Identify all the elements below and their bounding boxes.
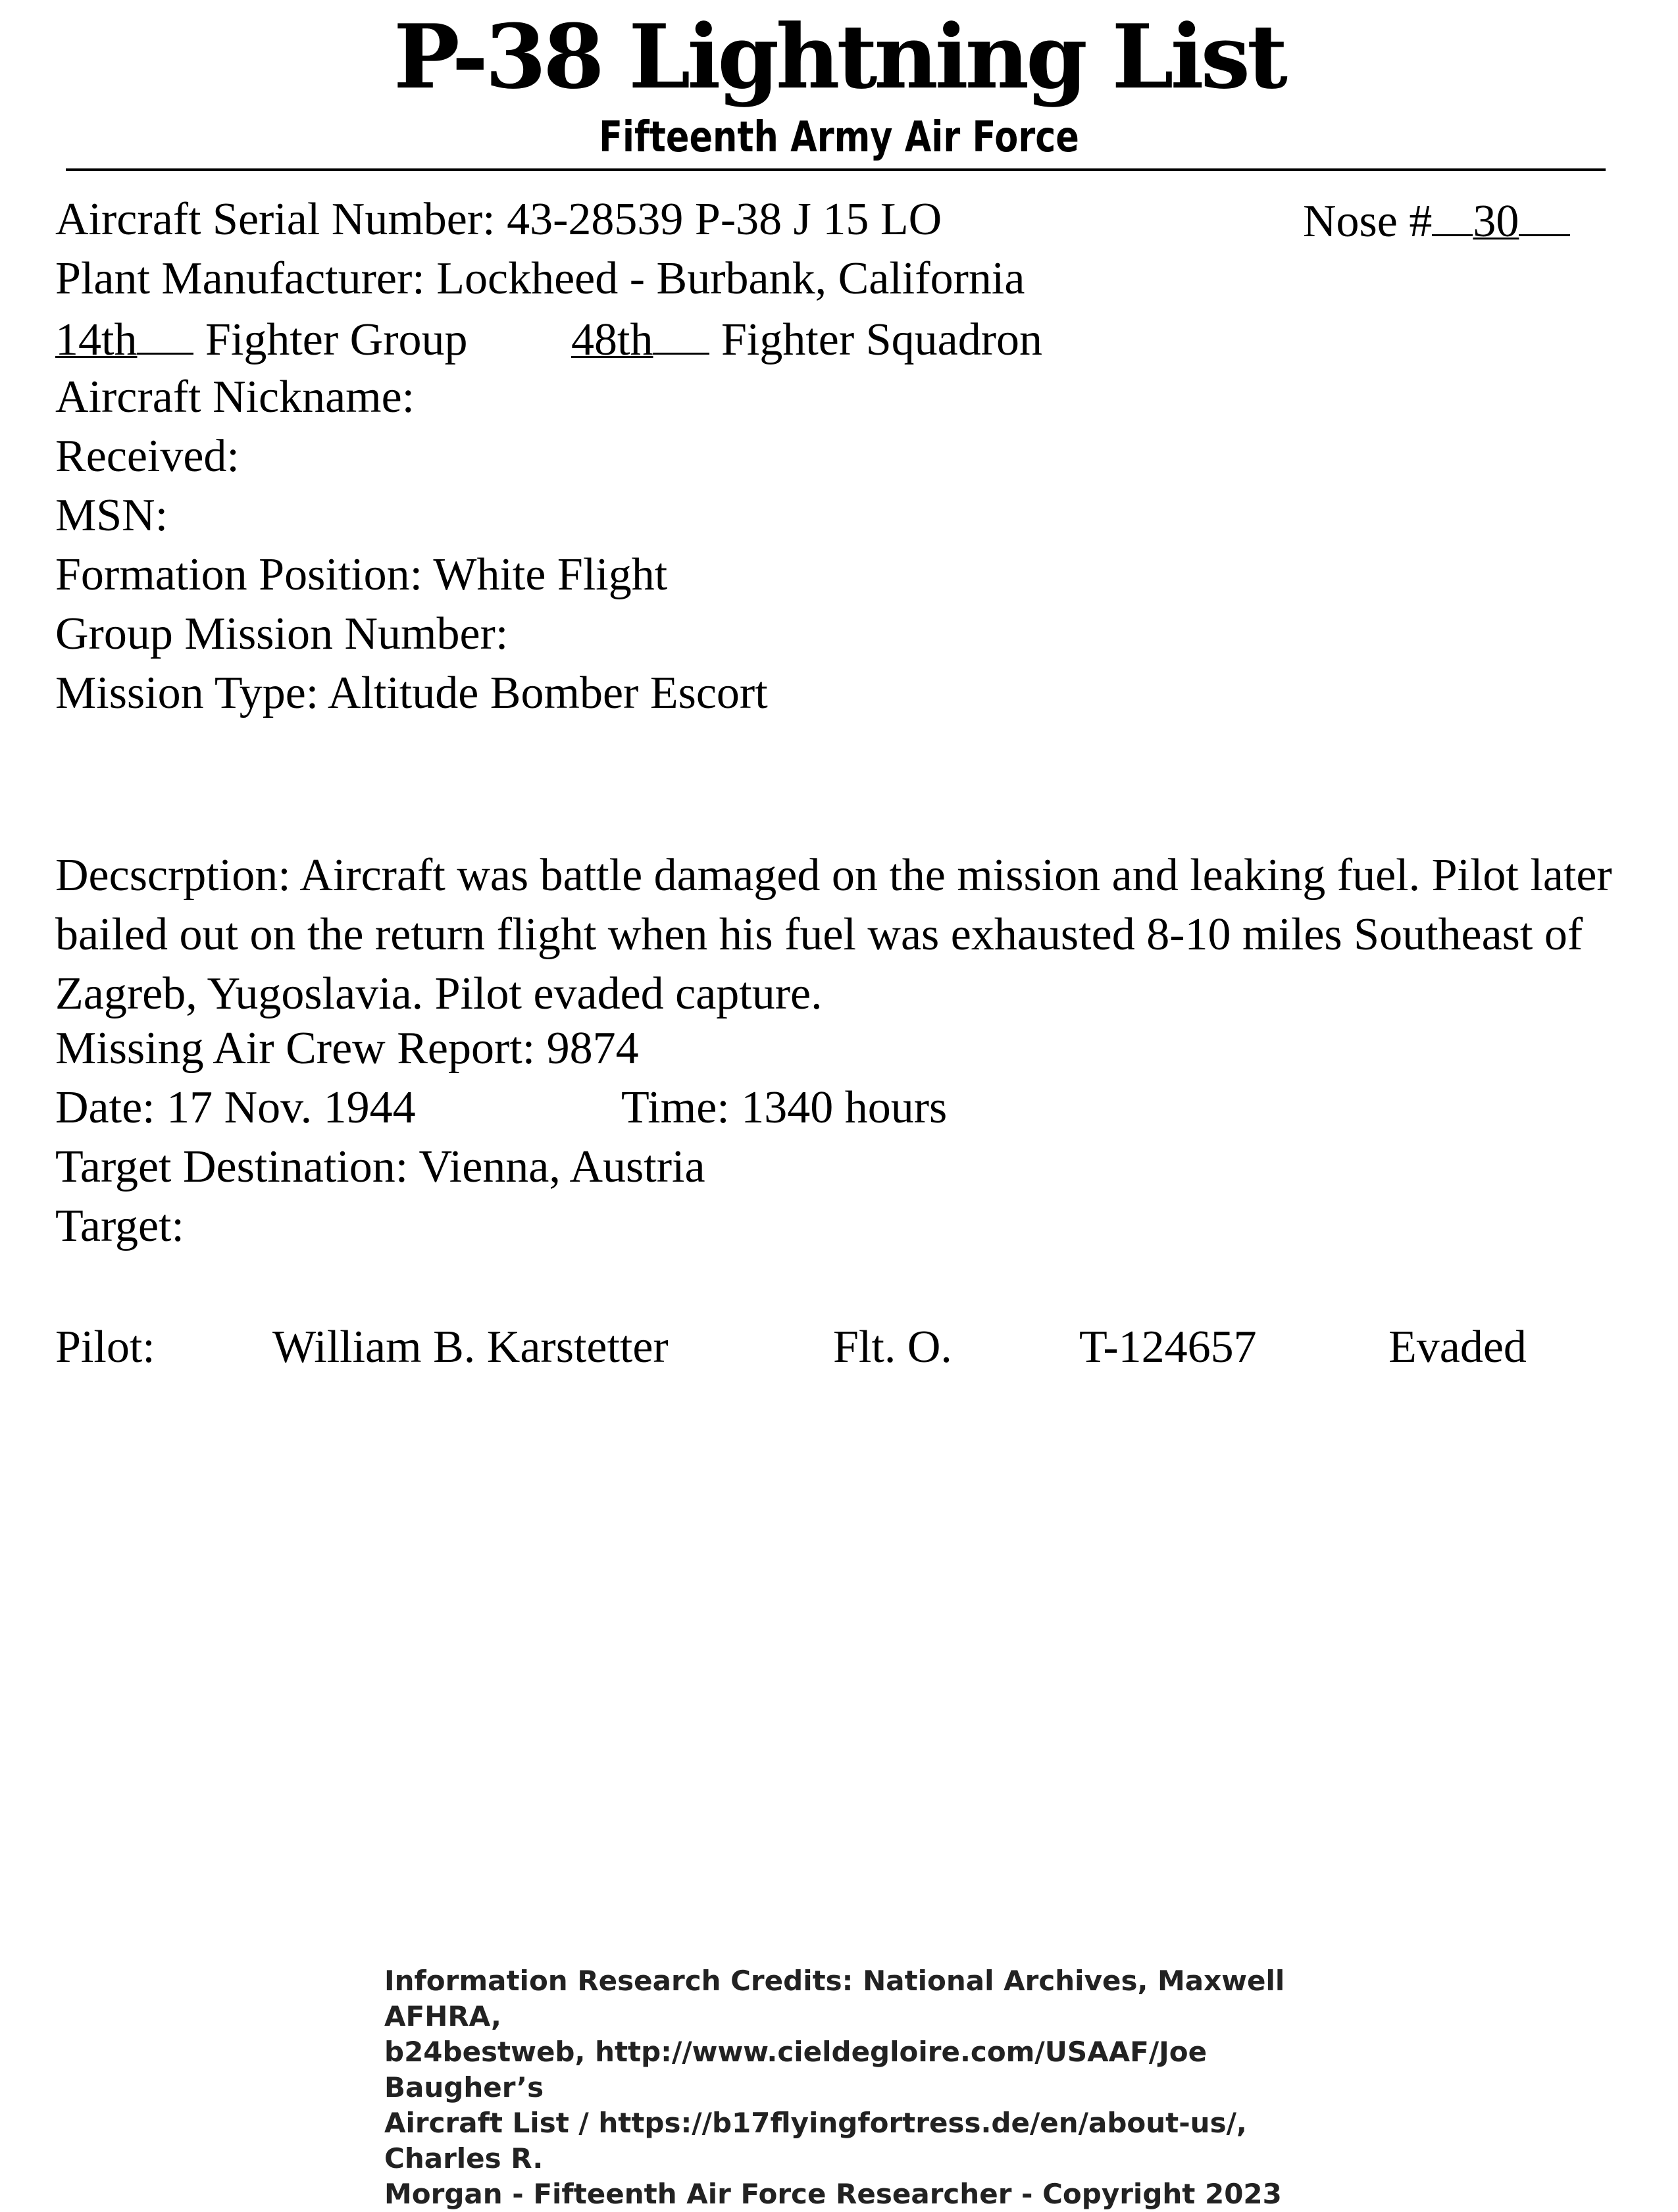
group-mission-label: Group Mission Number:: [55, 609, 509, 659]
nose-label: Nose #: [1303, 196, 1433, 247]
nose-row: [1303, 193, 1570, 248]
squadron-label: Fighter Squadron: [721, 314, 1043, 365]
nose-blank-trail: [1519, 193, 1570, 236]
msn-label: MSN:: [55, 490, 168, 541]
squadron-blank: [653, 312, 709, 355]
macr-value: 9874: [546, 1023, 639, 1074]
credits-line: Information Research Credits: National Archives, Maxwell AFHRA,: [384, 1965, 1285, 2032]
header-divider: [66, 168, 1606, 171]
macr-label: Missing Air Crew Report:: [55, 1023, 536, 1074]
manufacturer-value: Lockheed - Burbank, California: [436, 253, 1025, 304]
time-value: 1340 hours: [741, 1082, 948, 1133]
crew-status: Evaded: [1388, 1322, 1527, 1372]
description-paragraph: [55, 846, 1635, 1024]
unit-row: [55, 312, 1042, 366]
squadron-value: 48th: [571, 314, 653, 365]
description-text: Aircraft was battle damaged on the mission and leaking fuel. Pilot later bailed out on the return flight when his fuel was exhausted 8-10 miles Southeast of Zagreb, Yugoslavia. Pilot evaded capture.: [55, 850, 1612, 1019]
formation-value: White Flight: [433, 549, 668, 600]
serial-row: [55, 193, 942, 246]
credits-line: Aircraft List / https://b17flyingfortress.de/en/about-us/, Charles R.: [384, 2107, 1247, 2174]
time-row: [621, 1082, 947, 1134]
group-label: Fighter Group: [205, 314, 468, 365]
research-credits: [384, 1963, 1371, 2212]
mission-type-row: [55, 667, 768, 720]
received-label: Received:: [55, 431, 240, 482]
credits-line: Morgan - Fifteenth Air Force Researcher - Copyright 2023: [384, 2178, 1282, 2210]
nickname-label: Aircraft Nickname:: [55, 372, 415, 422]
time-label: Time:: [621, 1082, 730, 1133]
manufacturer-row: [55, 253, 1025, 305]
page-title: P-38 Lightning List: [394, 5, 1284, 109]
crew-role: Pilot:: [55, 1322, 155, 1372]
target-destination-label: Target Destination:: [55, 1142, 409, 1192]
target-destination-row: [55, 1141, 705, 1194]
nose-blank-lead: [1432, 193, 1473, 236]
crew-serial: T-124657: [1079, 1322, 1257, 1372]
serial-value: 43-28539 P-38 J 15 LO: [507, 194, 942, 245]
crew-rank: Flt. O.: [833, 1322, 952, 1372]
macr-row: [55, 1022, 639, 1075]
formation-row: [55, 549, 667, 601]
crew-name: William B. Karstetter: [272, 1322, 669, 1372]
credits-line: b24bestweb, http://www.cieldegloire.com/USAAF/Joe Baugher’s: [384, 2036, 1208, 2103]
date-label: Date:: [55, 1082, 155, 1133]
mission-type-label: Mission Type:: [55, 668, 319, 718]
manufacturer-label: Plant Manufacturer:: [55, 253, 425, 304]
group-blank: [137, 312, 193, 355]
page-subtitle: Fifteenth Army Air Force: [599, 113, 1079, 162]
serial-label: Aircraft Serial Number:: [55, 194, 496, 245]
date-row: [55, 1082, 416, 1134]
target-label: Target:: [55, 1201, 184, 1251]
target-destination-value: Vienna, Austria: [419, 1142, 705, 1192]
nose-value: 30: [1473, 196, 1519, 247]
mission-type-value: Altitude Bomber Escort: [327, 668, 768, 718]
group-value: 14th: [55, 314, 138, 365]
formation-label: Formation Position:: [55, 549, 423, 600]
description-label: Decscrption:: [55, 850, 291, 901]
date-value: 17 Nov. 1944: [166, 1082, 416, 1133]
